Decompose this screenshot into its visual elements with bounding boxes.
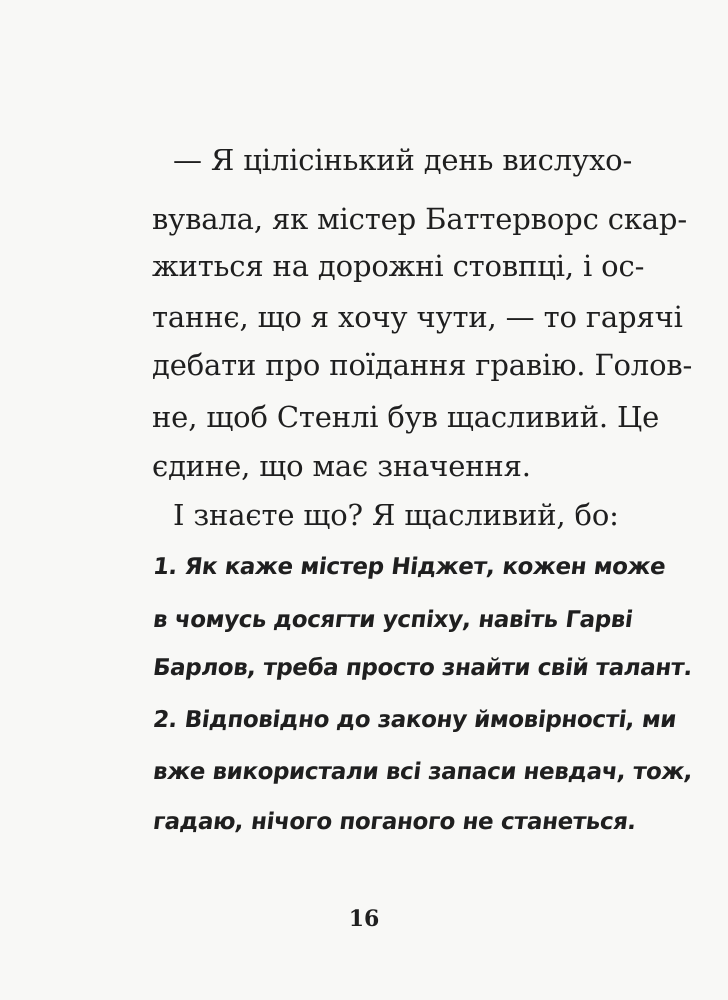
page-number: 16 xyxy=(348,906,380,932)
main-paragraph-line: таннє, що я хочу чути, — то гарячі xyxy=(152,300,683,334)
main-paragraph-line: — Я цілісінький день вислухо- xyxy=(173,143,633,177)
main-paragraph-line: єдине, що має значення. xyxy=(152,449,531,483)
handwritten-list-line: 1. Як каже містер Ніджет, кожен може xyxy=(151,554,667,580)
handwritten-list-line: вже використали всі запаси невдач, тож, xyxy=(151,759,694,785)
handwritten-list-line: Барлов, треба просто знайти свій талант. xyxy=(151,655,694,681)
handwritten-list-line: в чомусь досягти успіху, навіть Гарві xyxy=(151,607,635,633)
main-paragraph-line: не, щоб Стенлі був щасливий. Це xyxy=(152,400,660,434)
main-paragraph-line: дебати про поїдання гравію. Голов- xyxy=(152,348,693,382)
main-paragraph-line: вувала, як містер Баттерворс скар- xyxy=(152,202,687,236)
main-paragraph-line: житься на дорожні стовпці, і ос- xyxy=(152,249,645,283)
second-paragraph-line: І знаєте що? Я щасливий, бо: xyxy=(173,498,619,532)
handwritten-list-line: гадаю, нічого поганого не станеться. xyxy=(151,809,638,835)
handwritten-list-line: 2. Відповідно до закону ймовірності, ми xyxy=(151,707,678,733)
